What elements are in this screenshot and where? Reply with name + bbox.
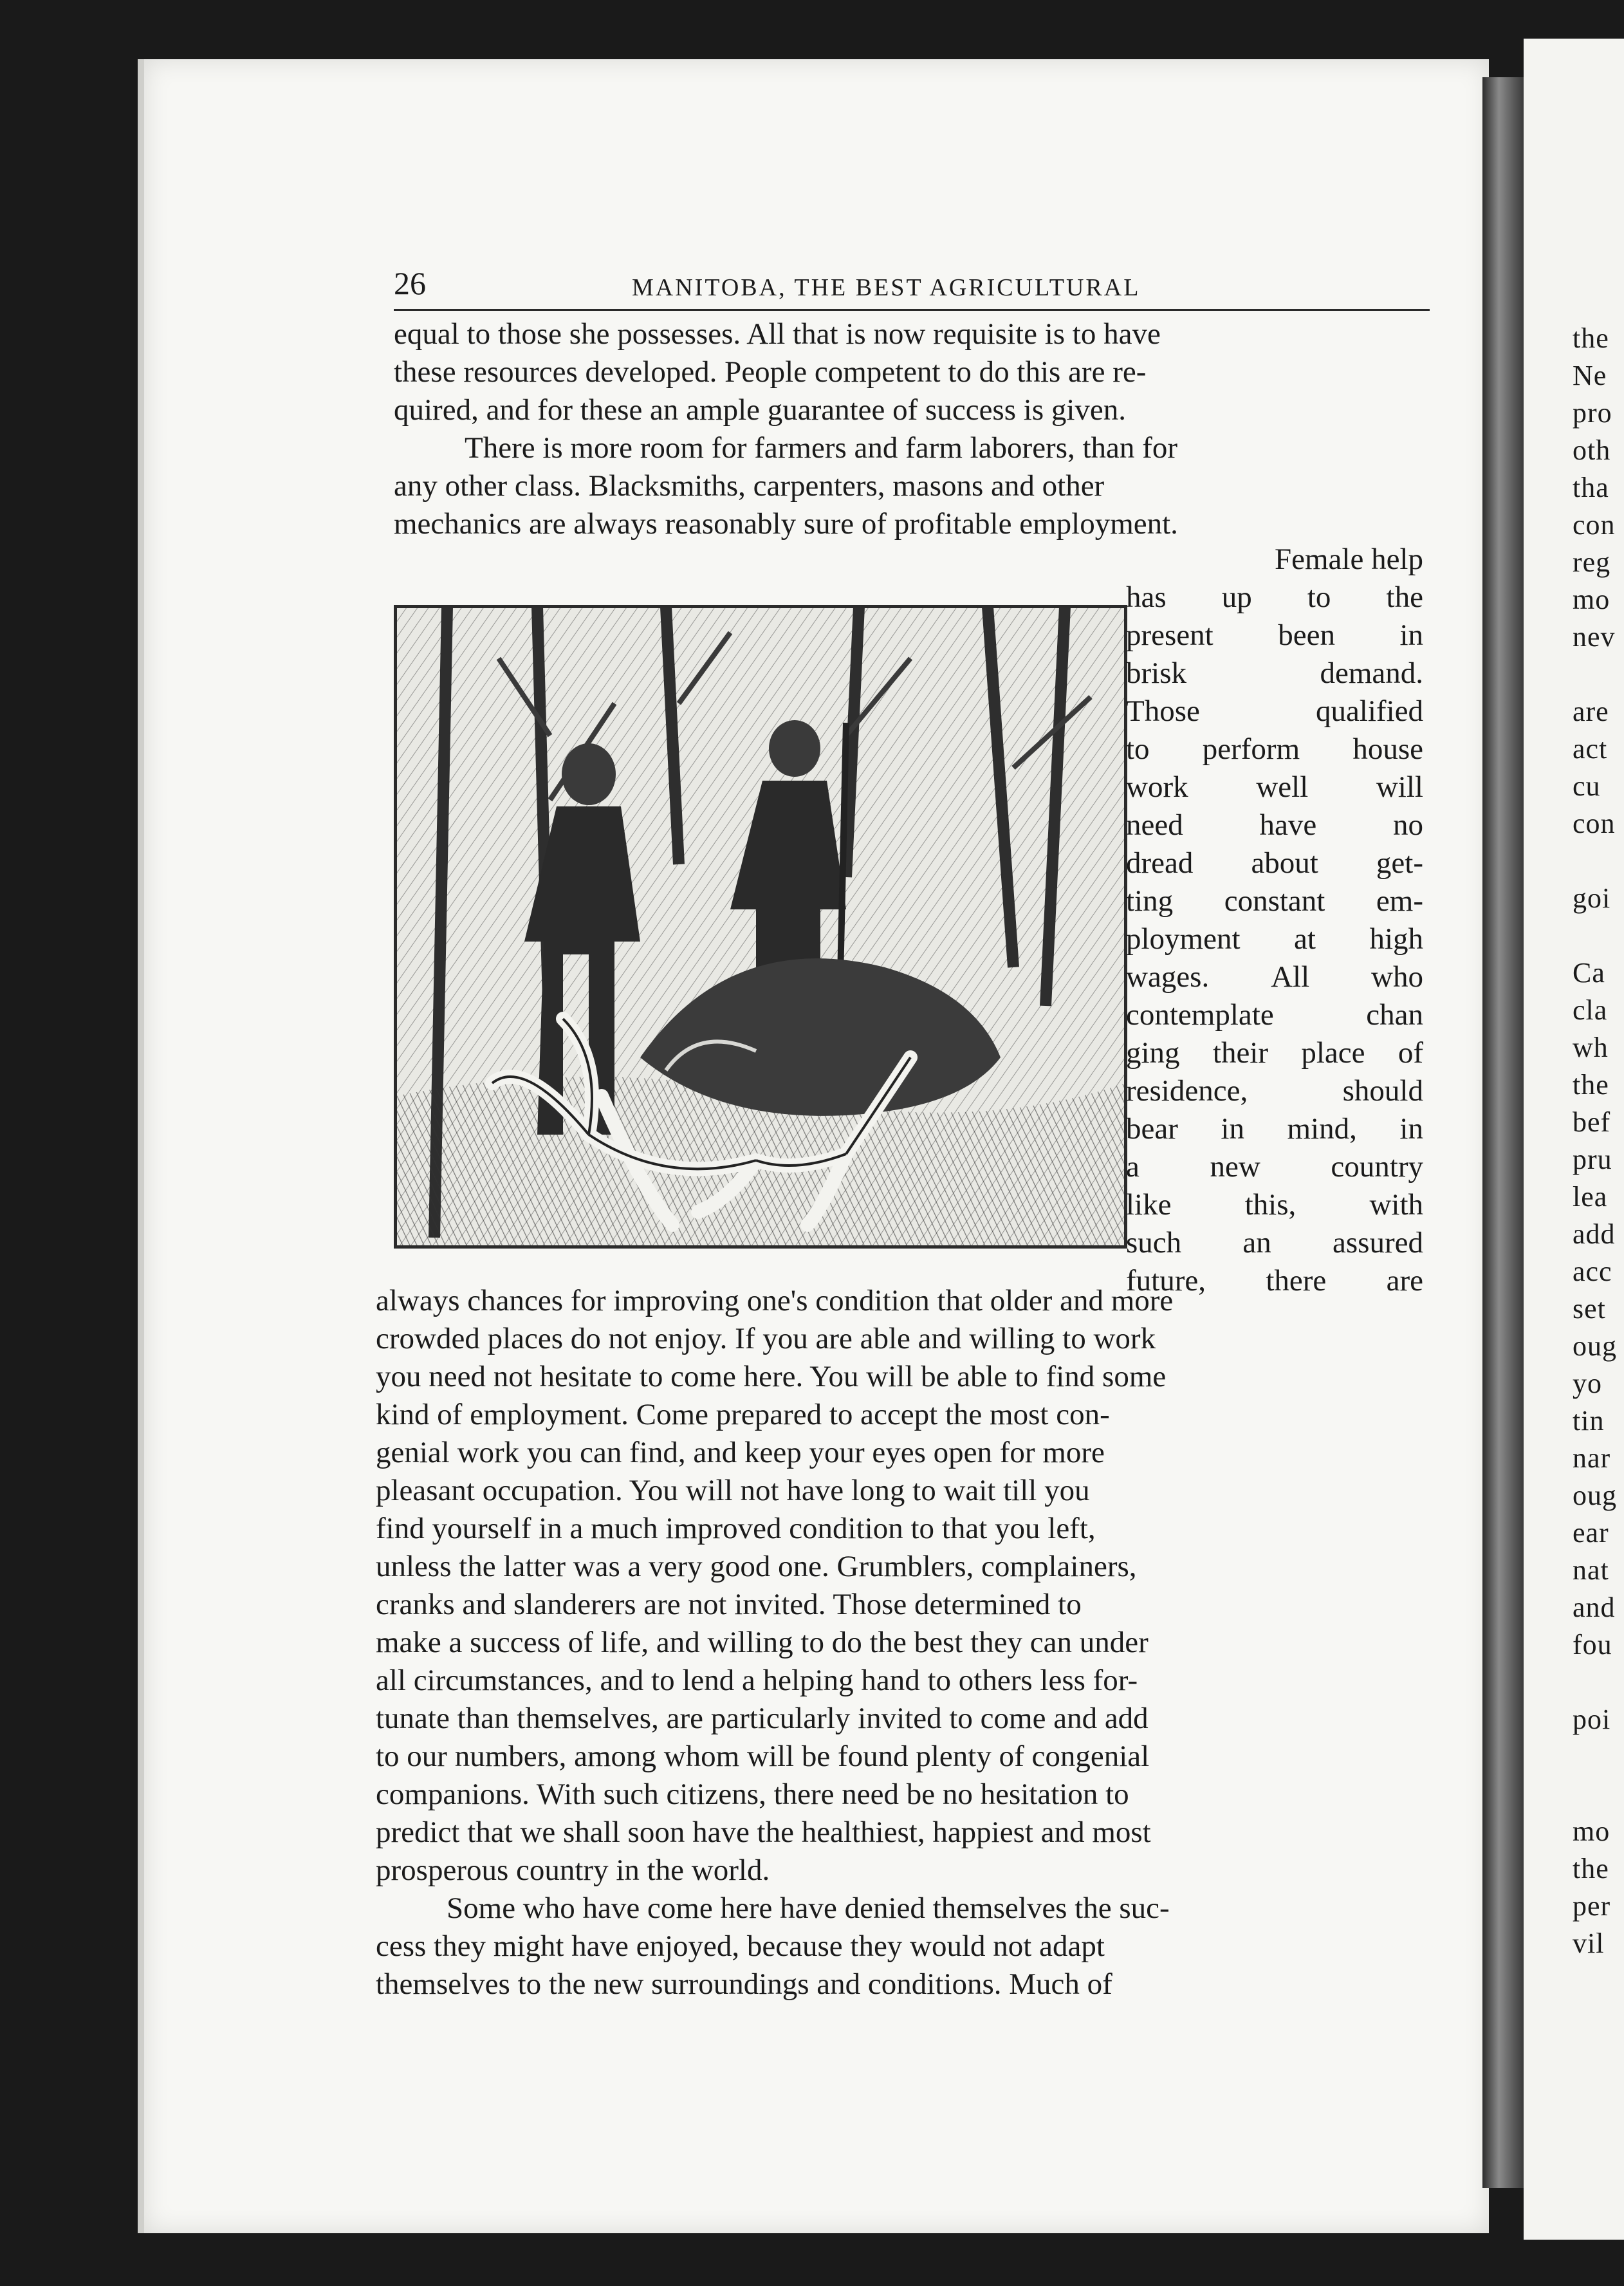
- adjacent-page-fragment: cla: [1573, 994, 1608, 1026]
- text-line: quired, and for these an ample guarantee of success is given.: [394, 393, 1127, 427]
- side-text-line: a new country: [1126, 1150, 1423, 1184]
- text-beside-illustration: [1126, 541, 1423, 1300]
- text-line: There is more room for farmers and farm laborers, than for: [465, 431, 1177, 465]
- adjacent-page-fragment: yo: [1573, 1368, 1602, 1399]
- text-line: genial work you can find, and keep your eyes open for more: [376, 1436, 1105, 1469]
- text-line: cranks and slanderers are not invited. Those determined to: [376, 1588, 1082, 1621]
- side-text-line: such an assured: [1126, 1226, 1423, 1259]
- side-text-line: Female help: [1274, 543, 1423, 576]
- text-line: find yourself in a much improved condition to that you left,: [376, 1512, 1096, 1545]
- side-text-line: ting constant em-: [1126, 884, 1423, 918]
- adjacent-page-fragment: fou: [1573, 1629, 1612, 1660]
- engraving-drawing: [396, 607, 1125, 1247]
- side-text-line: wages. All who: [1126, 960, 1423, 994]
- side-text-line: contemplate chan: [1126, 998, 1423, 1032]
- adjacent-page-fragment: set: [1573, 1293, 1606, 1324]
- side-text-line: to perform house: [1126, 732, 1423, 766]
- running-head: MANITOBA, THE BEST AGRICULTURAL: [632, 274, 1141, 301]
- adjacent-page-fragment: oth: [1573, 434, 1611, 466]
- hunting-scene-engraving: [394, 605, 1127, 1249]
- adjacent-page-fragment: the: [1573, 322, 1609, 354]
- side-text-line: bear in mind, in: [1126, 1112, 1423, 1146]
- adjacent-page-fragment: wh: [1573, 1032, 1609, 1063]
- adjacent-page-fragment: acc: [1573, 1256, 1612, 1287]
- adjacent-page-fragment: vil: [1573, 1928, 1605, 1959]
- side-text-line: work well will: [1126, 770, 1423, 804]
- bottom-text-block: [376, 1282, 1409, 2003]
- side-text-line: ployment at high: [1126, 922, 1423, 956]
- adjacent-page-fragment: bef: [1573, 1106, 1611, 1138]
- adjacent-page-fragment: tin: [1573, 1405, 1605, 1436]
- side-text-line: future, there are: [1126, 1264, 1423, 1297]
- side-text-line: like this, with: [1126, 1188, 1423, 1222]
- text-line: cess they might have enjoyed, because they would not adapt: [376, 1929, 1105, 1963]
- side-text-line: has up to the: [1126, 581, 1423, 614]
- adjacent-page-fragment: nat: [1573, 1554, 1609, 1586]
- text-line: themselves to the new surroundings and conditions. Much of: [376, 1967, 1112, 2001]
- top-text-block: [394, 315, 1430, 543]
- adjacent-page-fragment: the: [1573, 1853, 1609, 1884]
- adjacent-page-fragment: nev: [1573, 621, 1616, 653]
- side-text-line: ging their place of: [1126, 1036, 1423, 1070]
- adjacent-page-fragment: poi: [1573, 1704, 1611, 1735]
- text-line: pleasant occupation. You will not have long to wait till you: [376, 1474, 1090, 1507]
- text-line: mechanics are always reasonably sure of profitable employment.: [394, 507, 1178, 541]
- text-line: Some who have come here have denied themselves the suc-: [447, 1891, 1170, 1925]
- adjacent-page-fragment: Ca: [1573, 957, 1605, 989]
- text-line: to our numbers, among whom will be found plenty of congenial: [376, 1740, 1150, 1773]
- adjacent-page-fragment: pru: [1573, 1144, 1612, 1175]
- adjacent-page-fragment: lea: [1573, 1181, 1608, 1213]
- adjacent-page-fragment: per: [1573, 1890, 1611, 1922]
- text-line: always chances for improving one's condition that older and more: [376, 1284, 1174, 1317]
- adjacent-page-fragment: mo: [1573, 584, 1610, 615]
- text-line: prosperous country in the world.: [376, 1854, 770, 1887]
- adjacent-page-fragment: mo: [1573, 1816, 1610, 1847]
- adjacent-page-fragment: con: [1573, 808, 1616, 839]
- text-line: equal to those she possesses. All that is now requisite is to have: [394, 317, 1161, 351]
- text-line: predict that we shall soon have the healthiest, happiest and most: [376, 1816, 1151, 1849]
- side-text-line: residence, should: [1126, 1074, 1423, 1108]
- adjacent-page-fragment: ear: [1573, 1517, 1609, 1548]
- adjacent-page-fragment: nar: [1573, 1442, 1611, 1474]
- text-line: kind of employment. Come prepared to accept the most con-: [376, 1398, 1110, 1431]
- text-line: tunate than themselves, are particularly invited to come and add: [376, 1702, 1149, 1735]
- adjacent-page-fragment: act: [1573, 733, 1608, 765]
- side-text-line: present been in: [1126, 618, 1423, 652]
- adjacent-page-fragment: goi: [1573, 882, 1611, 914]
- text-line: make a success of life, and willing to do the best they can under: [376, 1626, 1149, 1659]
- adjacent-page-fragment: the: [1573, 1069, 1609, 1101]
- side-text-line: need have no: [1126, 808, 1423, 842]
- side-text-line: dread about get-: [1126, 846, 1423, 880]
- text-line: all circumstances, and to lend a helping hand to others less for-: [376, 1664, 1138, 1697]
- adjacent-page-edge: [1524, 39, 1624, 2240]
- text-line: crowded places do not enjoy. If you are able and willing to work: [376, 1322, 1156, 1355]
- adjacent-page-fragment: Ne: [1573, 360, 1607, 391]
- adjacent-page-fragment: cu: [1573, 770, 1601, 802]
- adjacent-page-fragment: oug: [1573, 1330, 1617, 1362]
- gutter-shadow: [1482, 77, 1524, 2188]
- adjacent-page-fragment: are: [1573, 696, 1609, 727]
- text-line: these resources developed. People competent to do this are re-: [394, 355, 1147, 389]
- text-line: companions. With such citizens, there need be no hesitation to: [376, 1778, 1129, 1811]
- adjacent-page-fragment: oug: [1573, 1480, 1617, 1511]
- adjacent-page-fragment: add: [1573, 1218, 1616, 1250]
- text-line: any other class. Blacksmiths, carpenters, masons and other: [394, 469, 1105, 503]
- side-text-line: Those qualified: [1126, 694, 1423, 728]
- page-number: 26: [394, 265, 426, 301]
- page-header: [394, 264, 1430, 311]
- adjacent-page-fragment: pro: [1573, 397, 1612, 429]
- text-line: you need not hesitate to come here. You will be able to find some: [376, 1360, 1167, 1393]
- adjacent-page-fragment: reg: [1573, 546, 1611, 578]
- adjacent-page-fragment: and: [1573, 1592, 1616, 1623]
- adjacent-page-fragment: tha: [1573, 472, 1609, 503]
- side-text-line: brisk demand.: [1126, 656, 1423, 690]
- adjacent-page-fragment: con: [1573, 509, 1616, 541]
- text-line: unless the latter was a very good one. Grumblers, complainers,: [376, 1550, 1137, 1583]
